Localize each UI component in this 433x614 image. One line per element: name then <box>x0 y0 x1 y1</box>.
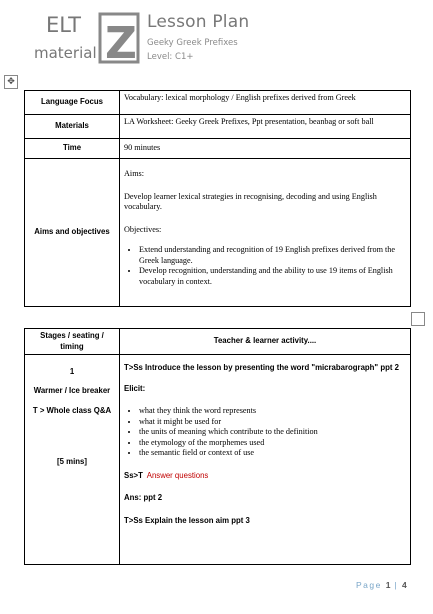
lesson-level: Level: C1+ <box>147 52 194 62</box>
intro-text <box>124 363 406 374</box>
page-total: 4 <box>401 580 407 590</box>
stage-timing: [5 mins] <box>57 456 87 466</box>
stage-cell <box>25 355 120 565</box>
list-item: • what it might be used for <box>139 417 406 428</box>
aims-text: Develop learner lexical strategies in recognising, decoding and using English vocabulary. <box>124 191 377 211</box>
aims-heading: Aims: <box>124 169 145 178</box>
stage-number: 1 <box>69 367 75 376</box>
table-row <box>25 139 411 159</box>
materials-label: Materials <box>25 115 120 139</box>
list-item: • Extend understanding and recognition of 19 English prefixes derived from the Greek language. <box>139 245 406 266</box>
page-word: Page <box>356 580 382 590</box>
objectives-list <box>124 245 406 287</box>
list-item: • the semantic field or context of use <box>139 448 406 459</box>
logo-text-bottom: material <box>34 44 97 62</box>
page-current: 1 <box>385 580 391 590</box>
logo-letter: Z <box>105 18 137 66</box>
stages-header: Stages / seating / timing <box>25 329 120 355</box>
list-item: • what they think the word represents <box>139 406 406 417</box>
aims-cell <box>120 159 411 307</box>
lesson-subtitle: Geeky Greek Prefixes <box>147 38 238 48</box>
elicit-label: Elicit: <box>124 383 146 393</box>
explain-text: T>Ss Explain the lesson aim <box>124 515 230 525</box>
table-row <box>25 91 411 115</box>
table-move-handle-icon[interactable]: ✥ <box>4 75 18 89</box>
answer-ppt: ppt 2 <box>143 493 163 502</box>
table-resize-handle[interactable] <box>411 312 425 326</box>
intro-ppt: ppt 2 <box>380 363 399 372</box>
objectives-heading: Objectives: <box>124 224 162 234</box>
explain-line <box>124 516 406 527</box>
time-value: 90 minutes <box>120 139 411 159</box>
table-row <box>25 355 411 565</box>
intro-sentence: T>Ss Introduce the lesson by presenting the word "micrabarograph" <box>124 363 379 372</box>
page-separator: | <box>394 580 399 590</box>
activity-cell <box>120 355 411 565</box>
ss-t-line <box>124 471 406 482</box>
logo-text-top: ELT <box>46 13 81 37</box>
stage-name: Warmer / Ice breaker <box>33 385 111 395</box>
stage-seating: T > Whole class Q&A <box>32 406 112 415</box>
language-focus-label: Language Focus <box>25 91 120 115</box>
elicit-list <box>124 406 406 459</box>
aims-label: Aims and objectives <box>25 159 120 307</box>
elt-material-logo <box>34 10 142 66</box>
list-item: • the units of meaning which contribute to the definition <box>139 427 406 438</box>
materials-value: LA Worksheet: Geeky Greek Prefixes, Ppt presentation, beanbag or soft ball <box>120 115 411 139</box>
ss-t-text: Answer questions <box>146 470 209 480</box>
stage-activity-table <box>24 328 411 565</box>
table-row <box>25 329 411 355</box>
list-item: • Develop recognition, understanding and the ability to use 19 items of English vocabulary in context. <box>139 266 406 287</box>
lesson-info-table <box>24 90 411 307</box>
list-item: • the etymology of the morphemes used <box>139 438 406 449</box>
language-focus-value: Vocabulary: lexical morphology / English prefixes derived from Greek <box>120 91 411 115</box>
answer-label: Ans: <box>124 493 142 502</box>
answer-line <box>124 493 406 504</box>
table-row <box>25 159 411 307</box>
table-row <box>25 115 411 139</box>
activity-header: Teacher & learner activity.... <box>120 329 411 355</box>
ss-t-label: Ss>T <box>124 470 143 480</box>
explain-ppt: ppt 3 <box>231 515 250 525</box>
lesson-plan-title: Lesson Plan <box>147 12 250 32</box>
time-label: Time <box>25 139 120 159</box>
page-number <box>356 580 407 590</box>
